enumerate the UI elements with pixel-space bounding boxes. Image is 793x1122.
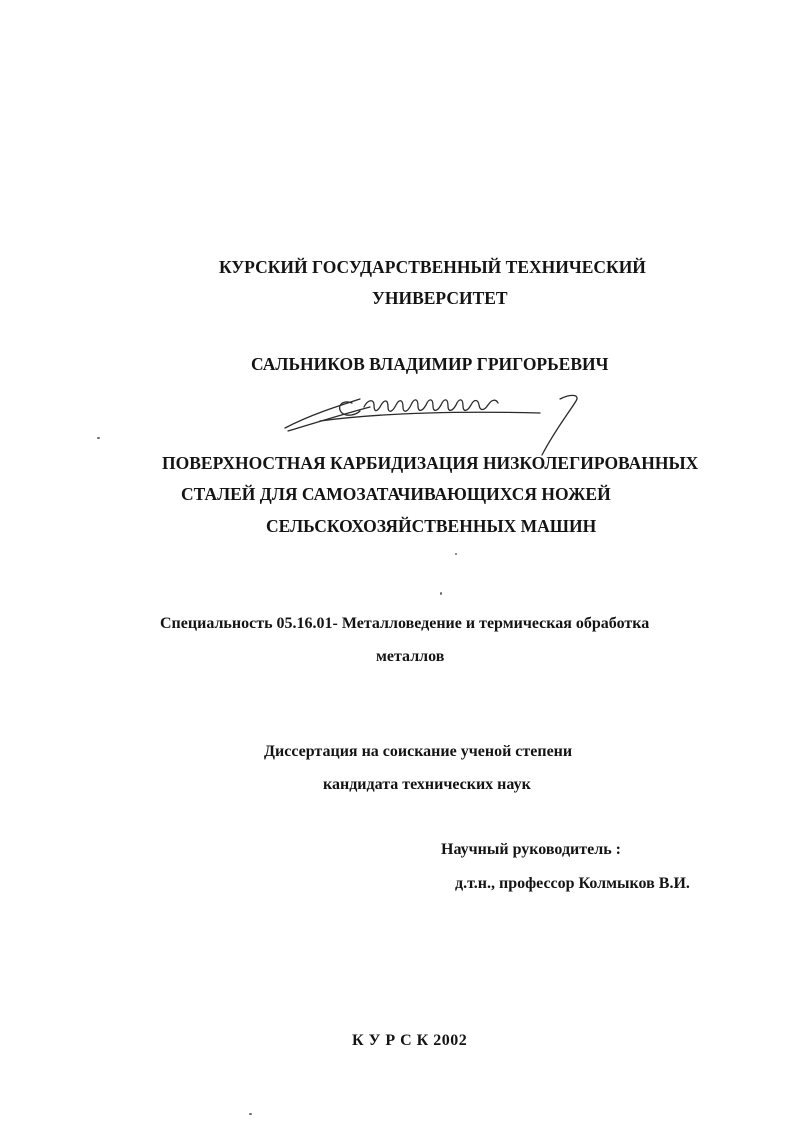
handwritten-signature: [280, 385, 590, 460]
supervisor-label: Научный руководитель :: [441, 841, 621, 858]
university-name-line-1: КУРСКИЙ ГОСУДАРСТВЕННЫЙ ТЕХНИЧЕСКИЙ: [219, 257, 646, 277]
dissertation-degree-line-1: Диссертация на соискание ученой степени: [264, 743, 573, 760]
university-name-line-2: УНИВЕРСИТЕТ: [372, 288, 508, 308]
thesis-title-line-3: СЕЛЬСКОХОЗЯЙСТВЕННЫХ МАШИН: [266, 516, 597, 536]
thesis-title-line-1: ПОВЕРХНОСТНАЯ КАРБИДИЗАЦИЯ НИЗКОЛЕГИРОВАННЫХ: [162, 453, 699, 473]
specialty-line-2: металлов: [376, 648, 445, 665]
supervisor-name: д.т.н., профессор Колмыков В.И.: [455, 875, 690, 892]
scan-speck: [440, 592, 442, 595]
city-year: К У Р С К 2002: [352, 1032, 468, 1049]
specialty-line-1: Специальность 05.16.01- Металловедение и термическая обработка: [160, 615, 650, 632]
scan-speck: [249, 1113, 252, 1115]
thesis-title-line-2: СТАЛЕЙ ДЛЯ САМОЗАТАЧИВАЮЩИХСЯ НОЖЕЙ: [181, 484, 611, 504]
dissertation-degree-line-2: кандидата технических наук: [323, 776, 531, 793]
scan-speck: [97, 437, 100, 439]
author-name: САЛЬНИКОВ ВЛАДИМИР ГРИГОРЬЕВИЧ: [251, 354, 609, 374]
scan-speck: [455, 553, 457, 555]
